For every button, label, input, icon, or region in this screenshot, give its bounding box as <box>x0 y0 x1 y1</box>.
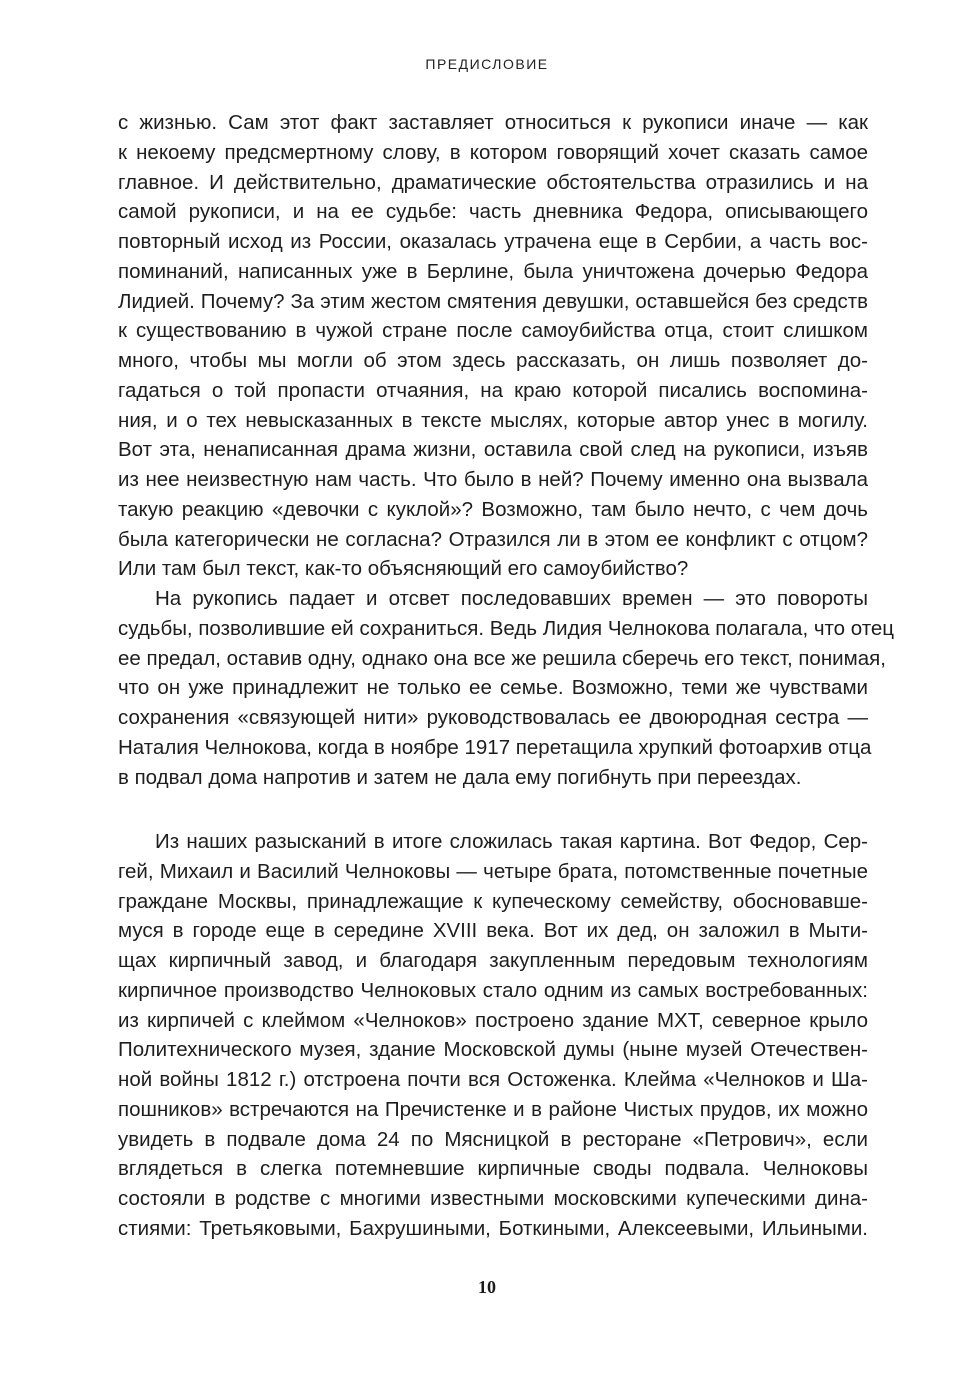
text-line: Лидией. Почему? За этим жестом смятения девушки, оставшейся без средств <box>118 289 868 313</box>
text-line: главное. И действительно, драматические обстоятельства отразились и на <box>118 170 868 194</box>
text-line: самой рукописи, и на ее судьбе: часть дневника Федора, описывающего <box>118 200 868 224</box>
text-line: Вот эта, ненаписанная драма жизни, оставила свой след на рукописи, изъяв <box>118 438 868 462</box>
text-line: Или там был текст, как-то объясняющий его самоубийство? <box>118 557 689 581</box>
text-line: сохранения «связующей нити» руководствовалась ее двоюродная сестра — <box>118 706 868 729</box>
text-line: Наталия Челнокова, когда в ноябре 1917 перетащила хрупкий фотоархив отца <box>118 735 872 759</box>
text-line: стиями: Третьяковыми, Бахрушиными, Боткиными, Алексеевыми, Ильиными. <box>118 1216 868 1240</box>
text-line: ния, и о тех невысказанных в тексте мыслях, которые автор унес в могилу. <box>118 408 868 432</box>
text-block-upper <box>118 108 895 792</box>
text-line: щах кирпичный завод, и благодаря закупленным передовым технологиям <box>118 949 868 972</box>
text-line: состояли в родстве с многими известными московскими купеческими дина- <box>118 1187 868 1210</box>
text-line: повторный исход из России, оказалась утрачена еще в Сербии, а часть вос- <box>118 230 868 253</box>
text-line: увидеть в подвале дома 24 по Мясницкой в ресторане «Петрович», если <box>118 1127 868 1151</box>
text-line: к существованию в чужой стране после самоубийства отца, стоит слишком <box>118 319 868 343</box>
text-line: много, чтобы мы могли об этом здесь рассказать, он лишь позволяет до- <box>118 349 868 372</box>
text-line: ной войны 1812 г.) отстроена почти вся Остоженка. Клейма «Челноков и Ша- <box>118 1068 868 1091</box>
text-line: что он уже принадлежит не только ее семье. Возможно, теми же чувствами <box>118 676 868 700</box>
text-line: гей, Михаил и Василий Челноковы — четыре брата, потомственные почетные <box>118 859 868 883</box>
text-line: граждане Москвы, принадлежащие к купеческому семейству, обосновавше- <box>118 889 868 913</box>
paragraph-3 <box>118 827 868 1244</box>
text-line: муся в городе еще в середине XVIII века. Вот их дед, он заложил в Мыти- <box>118 919 868 943</box>
text-line: из кирпичей с клеймом «Челноков» построено здание МХТ, северное крыло <box>118 1008 868 1032</box>
text-line: На рукопись падает и отсвет последовавших времен — это повороты <box>155 587 868 610</box>
text-line: такую реакцию «девочки с куклой»? Возможно, там было нечто, с чем дочь <box>118 497 868 521</box>
text-line: Политехнического музея, здание Московской думы (ныне музей Отечествен- <box>118 1038 868 1062</box>
text-line: Из наших разысканий в итоге сложилась такая картина. Вот Федор, Сер- <box>155 830 868 853</box>
text-line: к некоему предсмертному слову, в котором говорящий хочет сказать самое <box>118 140 868 164</box>
text-line: судьбы, позволившие ей сохраниться. Ведь Лидия Челнокова полагала, что отец <box>118 616 895 640</box>
text-line: кирпичное производство Челноковых стало одним из самых востребованных: <box>118 978 868 1002</box>
text-line: с жизнью. Сам этот факт заставляет относиться к рукописи иначе — как <box>118 111 868 134</box>
text-line: в подвал дома напротив и затем не дала ему погибнуть при переездах. <box>118 765 802 789</box>
text-line: пошников» встречаются на Пречистенке и в районе Чистых прудов, их можно <box>118 1097 868 1121</box>
page-number: 10 <box>478 1277 496 1297</box>
text-line: ее предал, оставив одну, однако она все же решила сберечь его текст, понимая, <box>118 646 886 670</box>
text-line: была категорически не согласна? Отразился ли в этом ее конфликт с отцом? <box>118 527 868 551</box>
text-line: вглядеться в слегка потемневшие кирпичные своды подвала. Челноковы <box>118 1157 868 1181</box>
text-block-lower <box>118 827 868 1244</box>
paragraph-2 <box>118 584 895 792</box>
paragraph-1 <box>118 108 868 584</box>
text-line: из нее неизвестную нам часть. Что было в ней? Почему именно она вызвала <box>118 468 868 491</box>
text-line: гадаться о той пропасти отчаяния, на краю которой писались воспомина- <box>118 378 868 402</box>
text-line: поминаний, написанных уже в Берлине, была уничтожена дочерью Федора <box>118 259 868 283</box>
running-head-title: ПРЕДИСЛОВИЕ <box>425 56 549 72</box>
